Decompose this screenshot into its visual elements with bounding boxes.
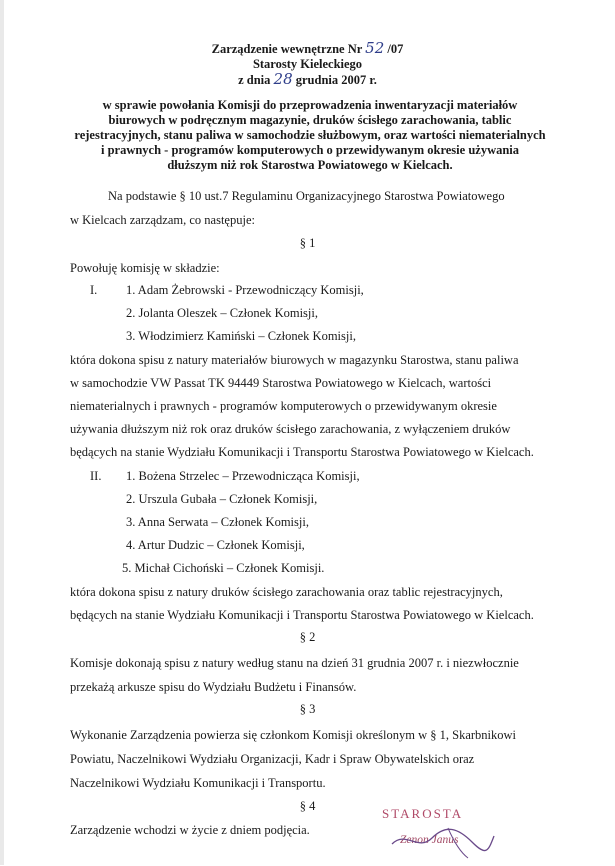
member-line: 3. Anna Serwata – Członek Komisji, <box>126 515 309 529</box>
issuer-line: Starosty Kieleckiego <box>252 57 363 71</box>
handwritten-signature <box>388 822 498 862</box>
group-numeral: I. <box>90 283 98 297</box>
subject-line: biurowych w podręcznym magazynie, druków ścisłego zarachowania, tablic <box>108 113 512 127</box>
handwritten-number: 52 <box>365 39 385 57</box>
date-prefix: z dnia <box>238 73 271 87</box>
member-line: 2. Urszula Gubała – Członek Komisji, <box>126 492 318 506</box>
subject-line: rejestracyjnych, stanu paliwa w samochodzie służbowym, oraz wartości niematerialnych <box>74 128 546 142</box>
date-line <box>0 71 615 88</box>
body-line: w samochodzie VW Passat TK 94449 Starostwa Powiatowego w Kielcach, wartości <box>70 376 492 390</box>
member-line: 5. Michał Cichoński – Członek Komisji. <box>122 561 325 575</box>
document-title <box>0 40 615 57</box>
body-line: będących na stanie Wydziału Komunikacji i Transportu Starostwa Powiatowego w Kielcach. <box>70 445 534 459</box>
member-line: 4. Artur Dudzic – Członek Komisji, <box>126 538 305 552</box>
title-prefix: Zarządzenie wewnętrzne Nr <box>211 42 363 56</box>
member-line: 3. Włodzimierz Kamiński – Członek Komisji, <box>126 329 356 343</box>
body-line: Komisje dokonają spisu z natury według stanu na dzień 31 grudnia 2007 r. i niezwłocznie <box>70 656 519 670</box>
subject-line: w sprawie powołania Komisji do przeprowadzenia inwentaryzacji materiałów <box>102 98 518 112</box>
title-suffix: /07 <box>387 42 404 56</box>
group-numeral: II. <box>90 469 102 483</box>
body-line: będących na stanie Wydziału Komunikacji i Transportu Starostwa Powiatowego w Kielcach. <box>70 608 534 622</box>
subject-block <box>60 98 560 173</box>
body-line: używania dłuższym niż rok oraz druków ścisłego zarachowania, z wyłączeniem druków <box>70 422 511 436</box>
preamble-line: Na podstawie § 10 ust.7 Regulaminu Organizacyjnego Starostwa Powiatowego <box>108 189 505 203</box>
member-line: 2. Jolanta Oleszek – Członek Komisji, <box>126 306 318 320</box>
section-heading: § 2 <box>299 630 316 644</box>
member-line: 1. Bożena Strzelec – Przewodnicząca Komisji, <box>126 469 360 483</box>
date-suffix: grudnia 2007 r. <box>295 73 377 87</box>
body-line: niematerialnych i prawnych - programów komputerowych o przewidywanym okresie <box>70 399 497 413</box>
body-line: Naczelnikowi Wydziału Komunikacji i Transportu. <box>70 776 326 790</box>
section-heading: § 1 <box>299 236 316 250</box>
preamble-line: w Kielcach zarządzam, co następuje: <box>70 213 255 227</box>
body-line: Zarządzenie wchodzi w życie z dniem podjęcia. <box>70 823 310 837</box>
body-line: która dokona spisu z natury druków ścisłego zarachowania oraz tablic rejestracyjnych, <box>70 585 503 599</box>
stamp-name: Zenon Janus <box>400 834 459 846</box>
member-line: 1. Adam Żebrowski - Przewodniczący Komisji, <box>126 283 364 297</box>
body-line: która dokona spisu z natury materiałów biurowych w magazynku Starostwa, stanu paliwa <box>70 353 519 367</box>
subject-line: dłuższym niż rok Starostwa Powiatowego w Kielcach. <box>167 158 453 172</box>
section-1-intro: Powołuję komisję w składzie: <box>70 261 220 275</box>
subject-line: i prawnych - programów komputerowych o przewidywanym okresie używania <box>100 143 520 157</box>
body-line: Wykonanie Zarządzenia powierza się członkom Komisji określonym w § 1, Skarbnikowi <box>70 728 517 742</box>
section-heading: § 4 <box>299 799 316 813</box>
handwritten-day: 28 <box>273 70 293 88</box>
scan-edge <box>0 0 4 865</box>
stamp-title: STAROSTA <box>382 806 464 821</box>
body-line: Powiatu, Naczelnikowi Wydziału Organizacji, Kadr i Spraw Obywatelskich oraz <box>70 752 475 766</box>
section-heading: § 3 <box>299 702 316 716</box>
body-line: przekażą arkusze spisu do Wydziału Budżetu i Finansów. <box>70 680 357 694</box>
